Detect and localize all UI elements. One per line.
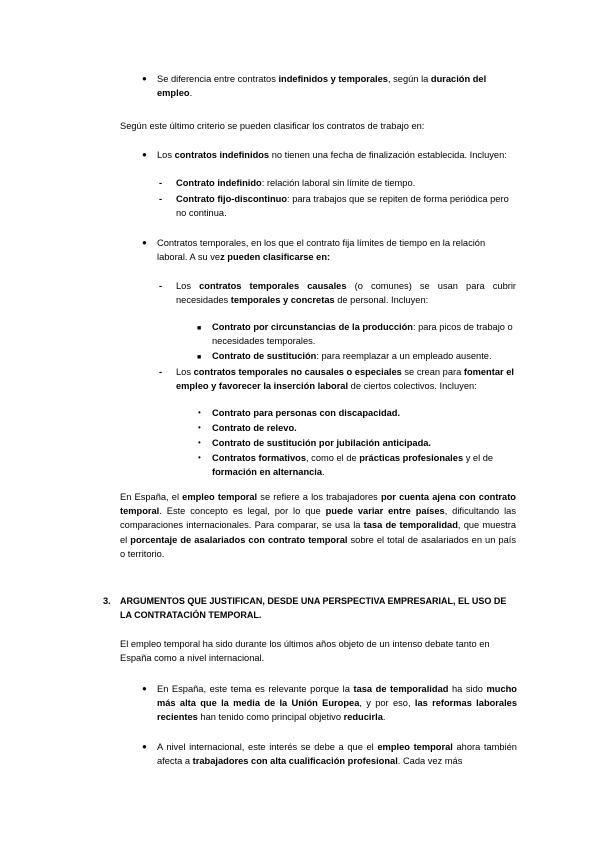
bullet-marker: ● (142, 742, 147, 751)
small-dot-marker: • (198, 408, 201, 417)
relief-text: Contrato de relevo. (212, 423, 297, 433)
international-bullet-text: A nivel internacional, este interés se debe a que el empleo temporal ahora también afecta a trabajadores con alta cualificación profesional. Cada vez más (157, 742, 517, 767)
spain-bullet-text: En España, este tema es relevante porque la tasa de temporalidad ha sido mucho más alta que la media de la Unión Europea, y por eso, las reformas laborales recientes han tenido como principal objetivo reducirla. (157, 684, 518, 723)
intro-bullet-text: Se diferencia entre contratos indefinidos y temporales, según la duración del empleo. (157, 74, 487, 99)
bullet-marker: ● (142, 74, 147, 83)
disability-text: Contrato para personas con discapacidad. (212, 408, 401, 418)
square-marker: ■ (197, 325, 202, 332)
small-dot-marker: • (198, 453, 201, 462)
indefinite-text: Los contratos indefinidos no tienen una fecha de finalización establecida. Incluyen: (157, 150, 507, 160)
indefinite-item-text: Contrato indefinido: relación laboral sin límite de tiempo. (176, 178, 416, 188)
dash-marker: - (159, 194, 163, 204)
substitution-text: Contrato de sustitución: para reemplazar a un empleado ausente. (212, 351, 492, 361)
production-text: Contrato por circunstancias de la producción: para picos de trabajo o necesidades temporales. (212, 322, 513, 347)
bullet-marker: ● (142, 238, 147, 247)
bullet-marker: ● (142, 150, 147, 159)
retirement-text: Contrato de sustitución por jubilación anticipada. (212, 438, 432, 448)
criterion-sentence: Según este último criterio se pueden clasificar los contratos de trabajo en: (120, 121, 425, 131)
section-title: ARGUMENTOS QUE JUSTIFICAN, DESDE UNA PERSPECTIVA EMPRESARIAL, EL USO DE LA CONTRATACIÓN TEMPORAL. (120, 596, 507, 621)
causal-text: Los contratos temporales causales (o comunes) se usan para cubrir necesidades temporales y concretas de personal. Incluyen: (176, 281, 516, 306)
training-text: Contratos formativos, como el de prácticas profesionales y el de formación en alternancia. (212, 453, 494, 478)
dash-marker: - (159, 281, 163, 291)
dash-marker: - (159, 367, 163, 377)
spain-paragraph: En España, el empleo temporal se refiere a los trabajadores por cuenta ajena con contrato temporal. Este concepto es legal, por lo que puede variar entre países, dificultando las comparaciones internacionales. Para comparar, se usa la tasa de temporalidad, que muestra el porcentaje de asalariados con contrato temporal sobre el total de asalariados en un país o territorio. (120, 492, 517, 559)
bullet-marker: ● (142, 684, 147, 693)
dash-marker: - (159, 178, 163, 188)
section-intro: El empleo temporal ha sido durante los últimos años objeto de un intenso debate tanto en España como a nivel internacional. (120, 639, 490, 664)
temporary-text: Contratos temporales, en los que el contrato fija límites de tiempo en la relación laboral. A su vez pueden clasificarse en: (157, 238, 486, 263)
small-dot-marker: • (198, 423, 201, 432)
small-dot-marker: • (198, 438, 201, 447)
noncausal-text: Los contratos temporales no causales o especiales se crean para fomentar el empleo y favorecer la inserción laboral de ciertos colectivos. Incluyen: (176, 367, 514, 392)
section-number: 3. (103, 596, 111, 606)
square-marker: ■ (197, 354, 202, 361)
fixed-discontinuous-text: Contrato fijo-discontinuo: para trabajos que se repiten de forma periódica pero no continua. (176, 194, 509, 219)
